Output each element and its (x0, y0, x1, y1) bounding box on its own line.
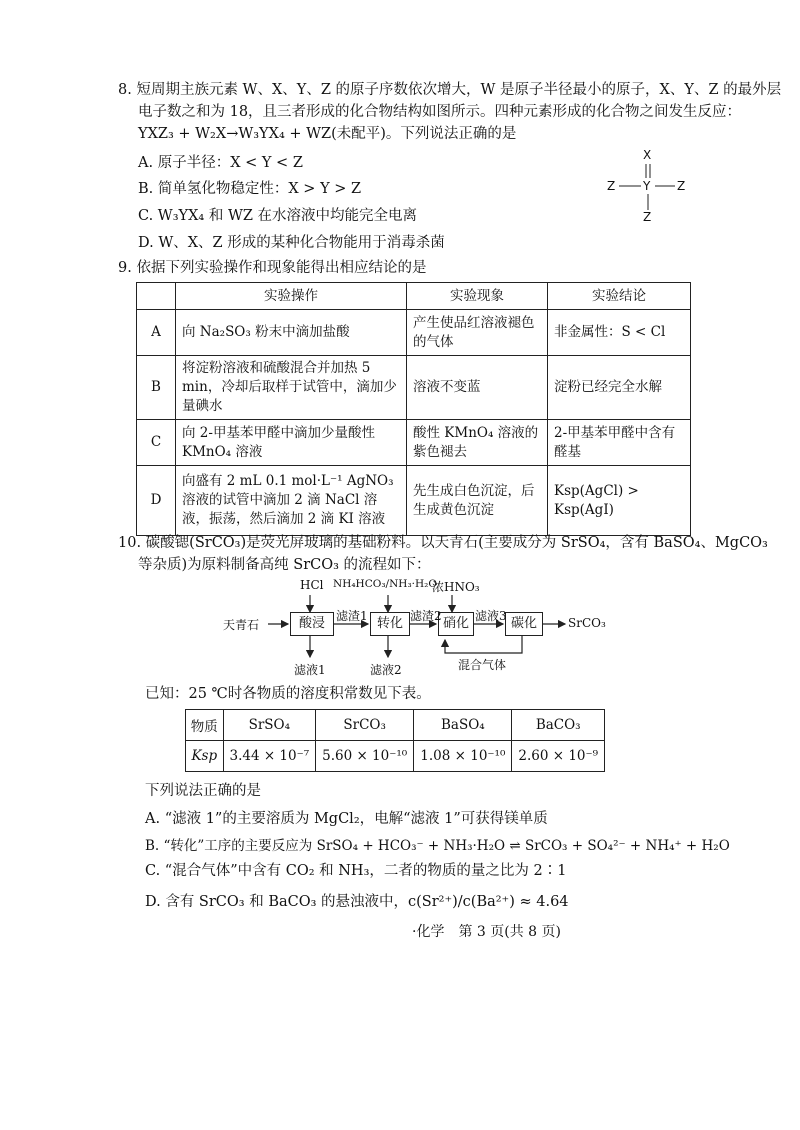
atom-z-bottom: Z (643, 210, 652, 224)
row-phenomenon: 溶液不变蓝 (407, 356, 548, 420)
flow-step-nitration: 硝化 (438, 612, 474, 636)
q8-option-d: D. W、X、Z 形成的某种化合物能用于消毒杀菌 (138, 235, 445, 251)
q8-stem-line-3: YXZ₃ + W₂X→W₃YX₄ + WZ(未配平)。下列说法正确的是 (138, 126, 517, 142)
q8-stem-line-1: 8. 短周期主族元素 W、X、Y、Z 的原子序数依次增大，W 是原子半径最小的原子，X、Y、Z 的最外层 (118, 82, 782, 98)
flow-start-label: 天青石 (223, 618, 260, 632)
row-phenomenon: 酸性 KMnO₄ 溶液的紫色褪去 (407, 420, 548, 466)
flow-mid-residue-2: 滤渣2 (410, 609, 442, 623)
ksp-value-cell: Ksp (186, 741, 224, 772)
table-row (137, 310, 691, 356)
row-conclusion: Ksp(AgCl) > Ksp(AgI) (548, 466, 691, 536)
q8-option-b: B. 简单氢化物稳定性：X > Y > Z (138, 181, 362, 197)
experiment-table (136, 282, 691, 536)
table-header-row (137, 283, 691, 310)
flowchart-arrows (220, 577, 620, 677)
flow-mid-filtrate-3: 滤液3 (475, 609, 507, 623)
row-label: C (137, 420, 176, 466)
ksp-header-cell: SrSO₄ (223, 710, 316, 741)
ksp-intro: 已知：25 ℃时各物质的溶度积常数见下表。 (145, 686, 431, 702)
q10-option-b: B. “转化”工序的主要反应为 SrSO₄ + HCO₃⁻ + NH₃·H₂O ⇌ SrCO₃ + SO₄²⁻ + NH₄⁺ + H₂O (145, 838, 730, 854)
header-operation: 实验操作 (176, 283, 407, 310)
flow-step-carbonation: 碳化 (505, 612, 543, 636)
header-label-cell (137, 283, 176, 310)
ksp-header-cell: SrCO₃ (316, 710, 414, 741)
atom-z-right: Z (677, 179, 686, 193)
process-flowchart (220, 577, 620, 677)
atom-x: X (643, 148, 652, 162)
row-phenomenon: 先生成白色沉淀，后生成黄色沉淀 (407, 466, 548, 536)
row-operation: 向盛有 2 mL 0.1 mol·L⁻¹ AgNO₃ 溶液的试管中滴加 2 滴 NaCl 溶液，振荡，然后滴加 2 滴 KI 溶液 (176, 466, 407, 536)
q10-stem-line-2: 等杂质)为原料制备高纯 SrCO₃ 的流程如下： (138, 557, 431, 573)
q8-stem-line-2: 电子数之和为 18，且三者形成的化合物结构如图所示。四种元素形成的化合物之间发生反应： (138, 104, 742, 120)
q10-option-c: C. “混合气体”中含有 CO₂ 和 NH₃，二者的物质的量之比为 2∶1 (145, 863, 567, 879)
row-conclusion: 非金属性：S < Cl (548, 310, 691, 356)
q10-option-a: A. “滤液 1”的主要溶质为 MgCl₂，电解“滤液 1”可获得镁单质 (145, 811, 548, 827)
page-footer: ·化学 第 3 页(共 8 页) (412, 924, 561, 940)
q8-option-a: A. 原子半径：X < Y < Z (138, 155, 303, 171)
header-phenomenon: 实验现象 (407, 283, 548, 310)
q8-option-c: C. W₃YX₄ 和 WZ 在水溶液中均能完全电离 (138, 208, 418, 224)
ksp-header-cell: BaSO₄ (414, 710, 512, 741)
ksp-header-cell: 物质 (186, 710, 224, 741)
flow-input-nh4hco3: NH₄HCO₃/NH₃·H₂O (333, 578, 437, 590)
flow-mid-residue-1: 滤渣1 (336, 609, 368, 623)
row-phenomenon: 产生使品红溶液褪色的气体 (407, 310, 548, 356)
row-operation: 向 Na₂SO₃ 粉末中滴加盐酸 (176, 310, 407, 356)
row-conclusion: 2-甲基苯甲醛中含有醛基 (548, 420, 691, 466)
q9-stem: 9. 依据下列实验操作和现象能得出相应结论的是 (118, 260, 427, 276)
flow-step-conversion: 转化 (370, 612, 410, 636)
atom-y: Y (643, 179, 651, 193)
row-operation: 向 2-甲基苯甲醛中滴加少量酸性 KMnO₄ 溶液 (176, 420, 407, 466)
table-row (137, 356, 691, 420)
ksp-value-cell: 1.08 × 10⁻¹⁰ (414, 741, 512, 772)
row-label: D (137, 466, 176, 536)
row-operation: 将淀粉溶液和硫酸混合并加热 5 min，冷却后取样于试管中，滴加少量碘水 (176, 356, 407, 420)
ksp-value-cell: 2.60 × 10⁻⁹ (512, 741, 605, 772)
row-label: A (137, 310, 176, 356)
q10-stem-line-1: 10. 碳酸锶(SrCO₃)是荧光屏玻璃的基础粉料。以天青石(主要成分为 SrSO₄，含有 BaSO₄、MgCO₃ (118, 535, 768, 551)
header-conclusion: 实验结论 (548, 283, 691, 310)
table-row (137, 420, 691, 466)
q10-question: 下列说法正确的是 (145, 783, 261, 799)
ksp-table (185, 709, 605, 772)
flow-input-hno3: 浓HNO₃ (432, 580, 480, 594)
row-conclusion: 淀粉已经完全水解 (548, 356, 691, 420)
flow-out-filtrate-1: 滤液1 (294, 663, 326, 677)
flow-step-acid-leach: 酸浸 (290, 612, 334, 636)
atom-z-left: Z (607, 179, 616, 193)
q10-option-d: D. 含有 SrCO₃ 和 BaCO₃ 的悬浊液中，c(Sr²⁺)/c(Ba²⁺) ≈ 4.64 (145, 894, 569, 910)
flow-out-filtrate-2: 滤液2 (370, 663, 402, 677)
ksp-value-row (186, 741, 605, 772)
flow-product-label: SrCO₃ (568, 616, 606, 630)
ksp-value-cell: 3.44 × 10⁻⁷ (223, 741, 316, 772)
ksp-header-row (186, 710, 605, 741)
ksp-value-cell: 5.60 × 10⁻¹⁰ (316, 741, 414, 772)
table-row (137, 466, 691, 536)
row-label: B (137, 356, 176, 420)
flow-recycle-gas: 混合气体 (458, 658, 507, 672)
compound-structure-diagram (605, 150, 690, 222)
flow-input-hcl: HCl (300, 578, 324, 592)
ksp-header-cell: BaCO₃ (512, 710, 605, 741)
